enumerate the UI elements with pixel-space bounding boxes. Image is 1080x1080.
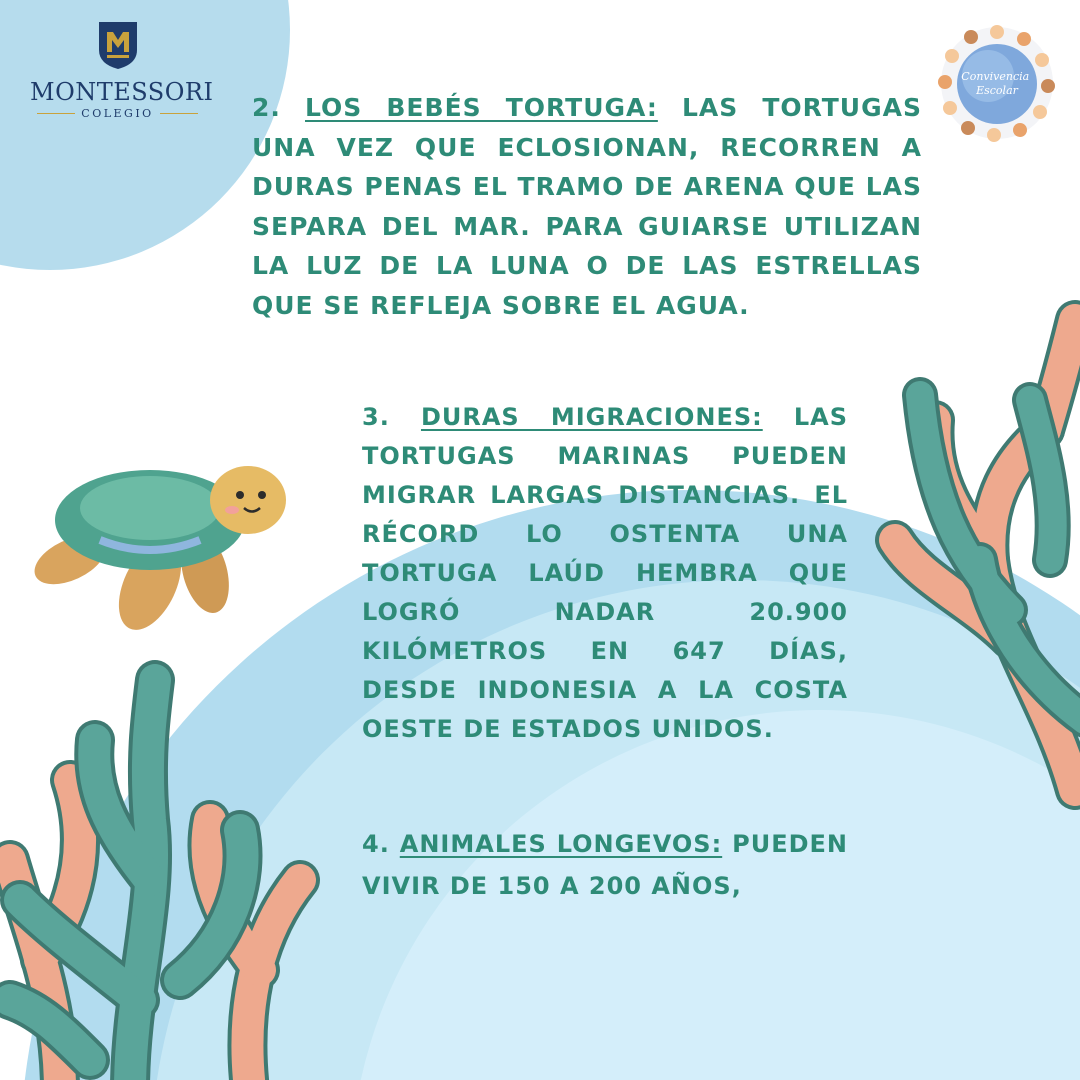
fact-3-number: 3. [362, 403, 390, 431]
school-logo [30, 20, 214, 120]
fact-4-paragraph [362, 823, 848, 907]
school-crest-icon [97, 20, 139, 70]
fact-2-paragraph [252, 88, 922, 325]
badge-line-1: Convivencia [961, 70, 1030, 83]
sea-turtle-icon [27, 466, 286, 639]
school-name: MONTESSORI [30, 78, 214, 106]
logo-divider [160, 113, 198, 115]
badge-line-2: Escolar [976, 84, 1018, 97]
convivencia-badge [938, 24, 1056, 142]
fact-3-body: LAS TORTUGAS MARINAS PUEDEN MIGRAR LARGAS DISTANCIAS. EL RÉCORD LO OSTENTA UNA TORTUGA LAÚD HEMBRA QUE LOGRÓ NADAR 20.900 KILÓMETROS EN 647 DÍAS, DESDE INDONESIA A LA COSTA OESTE DE ESTADOS UNIDOS. [362, 403, 849, 743]
fact-4-title: ANIMALES LONGEVOS: [399, 830, 723, 858]
logo-divider [37, 113, 75, 115]
fact-2-title: LOS BEBÉS TORTUGA: [305, 93, 658, 122]
fact-2-number: 2. [252, 93, 281, 122]
fact-4-number: 4. [362, 830, 390, 858]
fact-4-body: PUEDEN VIVIR DE 150 A 200 AÑOS, [362, 830, 848, 900]
fact-3-title: DURAS MIGRACIONES: [420, 403, 763, 431]
school-subtitle: COLEGIO [81, 107, 154, 120]
fact-2-body: LAS TORTUGAS UNA VEZ QUE ECLOSIONAN, RECORREN A DURAS PENAS EL TRAMO DE ARENA QUE LAS SEPARA DEL MAR. PARA GUIARSE UTILIZAN LA LUZ DE LA LUNA O DE LAS ESTRELLAS QUE SE REFLEJA SOBRE EL AGUA. [252, 93, 922, 320]
fact-3-paragraph [362, 398, 848, 749]
